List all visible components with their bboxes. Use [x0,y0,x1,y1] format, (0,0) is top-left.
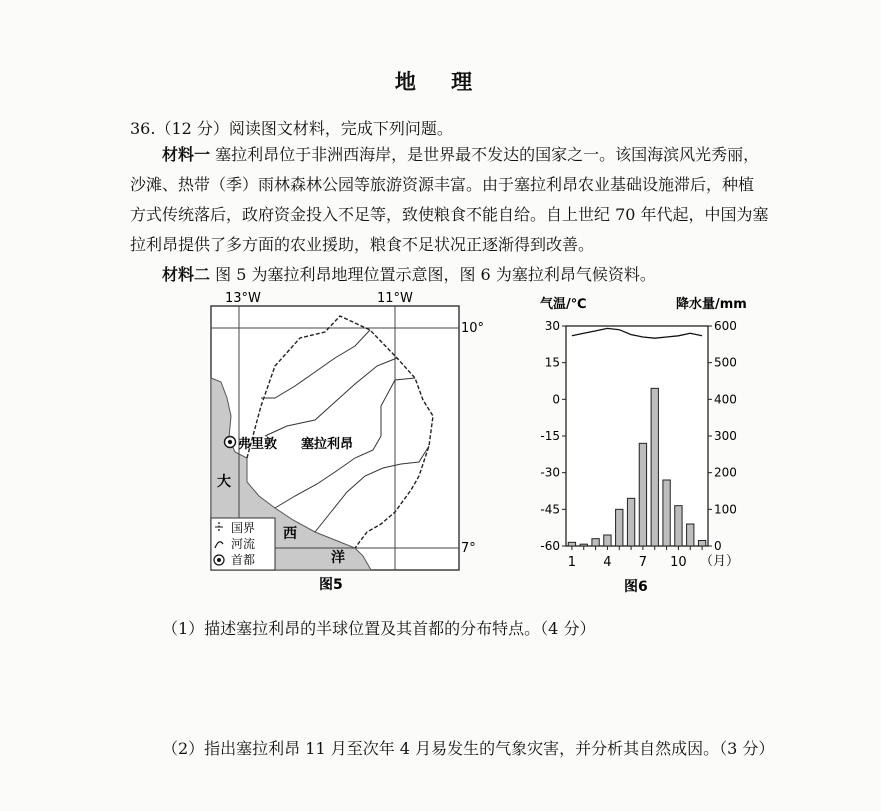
ocean-label-yang: 洋 [331,550,345,566]
y-right-tick-label: 500 [714,355,737,370]
material2-label: 材料二 [162,265,211,284]
y-right-tick-label: 300 [714,429,737,443]
y-left-tick-label: 30 [544,319,560,333]
material1-line2: 沙滩、热带（季）雨林森林公园等旅游资源丰富。由于塞拉利昂农业基础设施滞后，种植 [130,175,755,194]
x-tick-label: 4 [603,555,612,570]
precip-bar [663,480,670,546]
precip-bar [568,542,575,546]
material1-line4: 拉利昂提供了多方面的农业援助，粮食不足状况正逐渐得到改善。 [130,235,595,254]
y-left-tick-label: -45 [540,502,560,517]
x-tick-label: 7 [638,555,648,570]
question-header: 36.（12 分）阅读图文材料，完成下列问题。 [130,119,453,138]
sub-question-1: （1）描述塞拉利昂的半球位置及其首都的分布特点。（4 分） [162,619,596,638]
map-lat-top-label: 10° [461,321,485,336]
y-right-tick-label: 400 [714,392,737,407]
chart-ylabel-right: 降水量/mm [676,297,747,312]
material1-line1 [162,140,759,170]
precip-bar [651,388,658,546]
y-right-tick-label: 200 [714,465,737,480]
map-lat-bottom-label: 7° [461,541,476,556]
precip-bar [675,506,682,546]
sub-question-2: （2）指出塞拉利昂 11 月至次年 4 月易发生的气象灾害，并分析其自然成因。（3 分） [162,739,775,758]
material2-text: 图 5 为塞拉利昂地理位置示意图，图 6 为塞拉利昂气候资料。 [215,265,656,284]
y-left-tick-label: -30 [540,465,560,480]
y-left-tick-label: 0 [552,392,560,407]
page-title: 地 理 [394,69,487,94]
location-map [205,286,495,596]
precip-bar [639,443,646,546]
material1-text-1: 塞拉利昂位于非洲西海岸，是世界最不发达的国家之一。该国海滨风光秀丽， [215,145,760,164]
precip-bar [698,541,705,547]
capital-symbol-dot [228,440,232,444]
legend-capital-label: 首都 [231,553,256,567]
y-right-tick-label: 600 [714,319,737,333]
y-right-tick-label: 0 [714,539,722,553]
chart-x-unit: （月） [700,554,740,569]
material1-line3: 方式传统落后，政府资金投入不足等，致使粮食不能自给。自上世纪 70 年代起，中国为塞 [130,205,769,224]
precip-bar [687,524,694,546]
x-tick-label: 1 [567,555,577,570]
y-left-tick-label: -15 [540,429,560,443]
x-tick-label: 10 [670,555,687,570]
chart-caption: 图6 [624,579,648,595]
legend-border-label: 国界 [231,521,256,535]
legend-capital-dot [217,558,221,562]
chart-plot-frame [566,326,708,546]
map-caption: 图5 [319,577,343,593]
map-lon-left-label: 13°W [225,291,261,306]
legend-river-label: 河流 [231,537,256,551]
precip-bar [604,535,611,546]
precip-bar [580,544,587,546]
ocean-label-da: 大 [217,474,231,490]
y-left-tick-label: 15 [544,355,560,370]
climate-chart [530,290,770,596]
map-lon-right-label: 11°W [377,291,413,306]
y-left-tick-label: -60 [540,539,560,553]
y-right-tick-label: 100 [714,502,737,517]
country-label: 塞拉利昂 [301,437,354,452]
capital-label: 弗里敦 [238,437,278,452]
chart-ylabel-left: 气温/℃ [540,297,587,312]
precip-bar [592,539,599,546]
precip-bar [627,498,634,546]
ocean-label-xi: 西 [283,526,297,542]
precip-bar [616,509,623,546]
material1-label: 材料一 [162,145,211,164]
